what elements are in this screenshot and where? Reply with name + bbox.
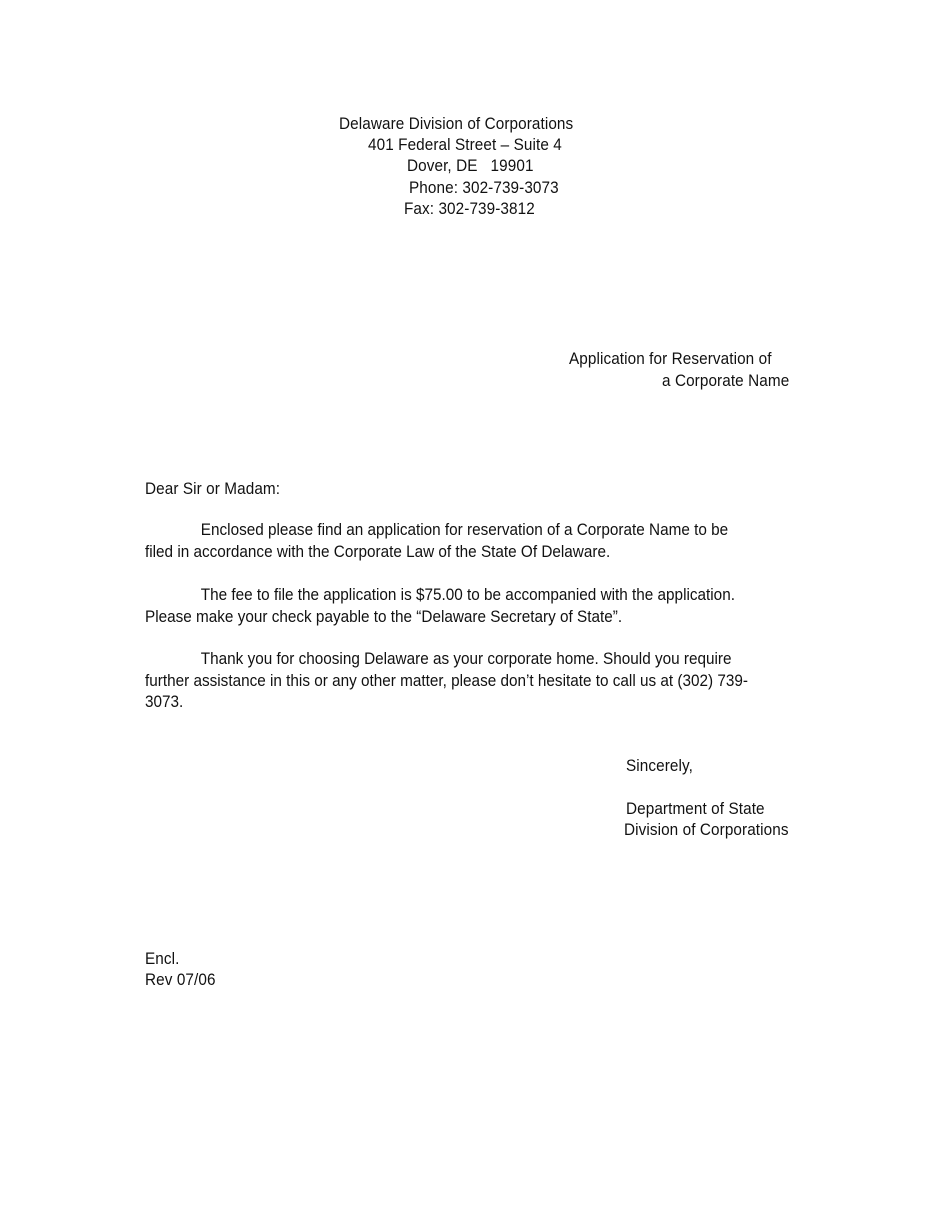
paragraph-2	[145, 584, 809, 627]
header-phone: Phone: 302-739-3073	[409, 178, 559, 197]
paragraph-2-line-1: The fee to file the application is $75.00 to be accompanied with the application.	[200, 585, 735, 604]
footer-enclosure: Encl.	[145, 949, 180, 968]
header-city: Dover, DE 19901	[407, 156, 534, 175]
paragraph-2-line-2: Please make your check payable to the “Delaware Secretary of State”.	[145, 606, 623, 626]
footer-revision: Rev 07/06	[145, 970, 216, 989]
paragraph-3-line-3: 3073.	[145, 692, 184, 711]
closing-division: Division of Corporations	[624, 820, 789, 839]
header-street: 401 Federal Street – Suite 4	[368, 135, 562, 154]
paragraph-1-line-2: filed in accordance with the Corporate Law of the State Of Delaware.	[145, 541, 611, 561]
salutation: Dear Sir or Madam:	[145, 479, 281, 498]
paragraph-3	[145, 648, 809, 713]
subject-line-2: a Corporate Name	[662, 371, 790, 390]
header-org: Delaware Division of Corporations	[339, 114, 574, 133]
header-fax: Fax: 302-739-3812	[404, 199, 535, 218]
paragraph-3-line-2: further assistance in this or any other matter, please don’t hesitate to call us at (302) 739-	[145, 670, 748, 690]
paragraph-1	[145, 519, 809, 562]
subject-line-1: Application for Reservation of	[569, 349, 772, 368]
closing-sincerely: Sincerely,	[626, 756, 693, 775]
paragraph-1-line-1: Enclosed please find an application for reservation of a Corporate Name to be	[200, 520, 729, 539]
closing-department: Department of State	[626, 799, 765, 818]
paragraph-3-line-1: Thank you for choosing Delaware as your corporate home. Should you require	[200, 649, 732, 668]
